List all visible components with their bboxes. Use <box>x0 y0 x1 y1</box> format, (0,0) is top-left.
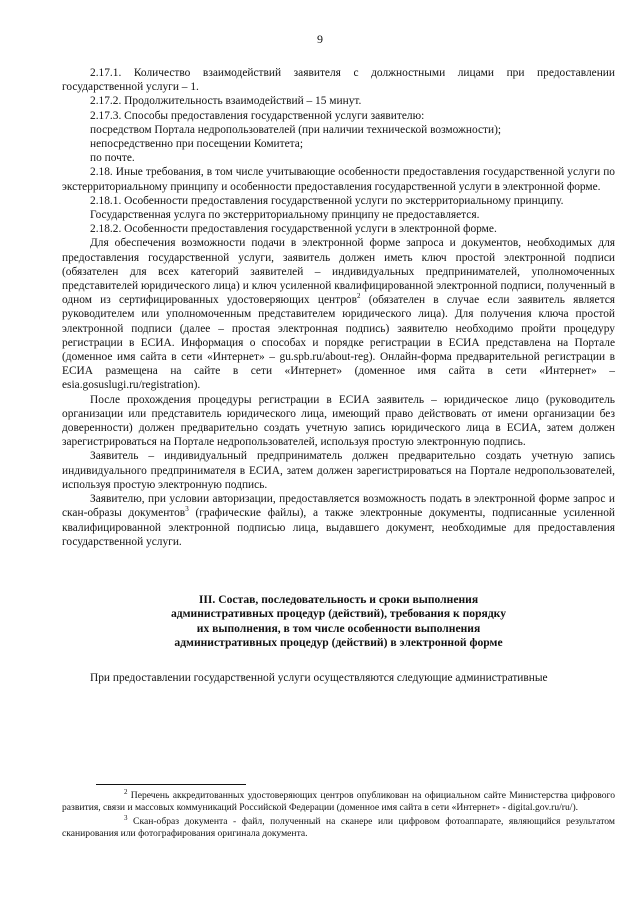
paragraph-2-18-2: 2.18.2. Особенности предоставления государственной услуги в электронной форме. <box>90 223 497 236</box>
paragraph-2-17-3: 2.17.3. Способы предоставления государственной услуги заявителю: <box>90 109 425 122</box>
paragraph-procedures: При предоставлении государственной услуги осуществляются следующие административные <box>90 671 548 684</box>
paragraph-2-17-1: 2.17.1. Количество взаимодействий заявителя с должностными лицами при предоставлении государственной услуги – 1. <box>62 67 615 94</box>
paragraph-authorization <box>62 492 615 549</box>
paragraph-legal-entity: После прохождения процедуры регистрации в ЕСИА заявитель – юридическое лицо (руководитель организации или представитель юридического лица, имеющий право действовать от имени организации без доверенности) должен предварительно создать учетную запись юридического лица в ЕСИА, затем должен зарегистрироваться на Портале недропользователей, используя простую электронную подпись. <box>62 393 615 449</box>
paragraph-2-17-2: 2.17.2. Продолжительность взаимодействий – 15 минут. <box>90 95 362 108</box>
paragraph-method-portal: посредством Портала недропользователей (при наличии технической возможности); <box>90 123 502 136</box>
page-number: 9 <box>317 32 323 46</box>
paragraph-2-18: 2.18. Иные требования, в том числе учитывающие особенности предоставления государственной услуги по экстерриториальному принципу и особенности предоставления государственной услуги в электронной форме. <box>62 166 615 193</box>
esia-text-part-2: (обязателен в случае если заявитель является руководителем или уполномоченным представителем юридического лица). Для получения ключа простой электронной подписи (далее – простая электронная подпись) заявителю необходимо пройти процедуру регистрации в ЕСИА. Информация о способах и порядке регистрации в ЕСИА представлена на Портале (доменное имя сайта в сети «Интернет» – gu.spb.ru/about-reg). Онлайн-форма предварительной регистрации в ЕСИА размещена на сайте в сети «Интернет» (доменное имя сайта в сети «Интернет» – esia.gosuslugi.ru/registration). <box>62 294 615 392</box>
footnote-3 <box>62 813 615 841</box>
footnote-2-text: Перечень аккредитованных удостоверяющих центров опубликован на официальном сайте Министерства цифрового развития, связи и массовых коммуникаций Российской Федерации (доменное имя сайта в сети «Интернет» - digital.gov.ru/ru/). <box>62 790 615 814</box>
section-heading-iii <box>62 593 615 651</box>
footnote-ref-3: 3 <box>185 505 189 514</box>
footnote-ref-2: 2 <box>356 292 361 301</box>
paragraph-2-18-1: 2.18.1. Особенности предоставления государственной услуги по экстерриториальному принципу. <box>90 194 564 207</box>
paragraph-extraterritorial: Государственная услуга по экстерриториальному принципу не предоставляется. <box>90 209 480 222</box>
paragraph-method-visit: непосредственно при посещении Комитета; <box>90 138 304 151</box>
footnote-2 <box>62 787 615 815</box>
heading-line-1: III. Состав, последовательность и сроки выполнения <box>198 592 479 606</box>
footnote-divider <box>96 784 246 785</box>
paragraph-esia-signature <box>62 236 615 392</box>
auth-text-part-1: Заявителю, при условии авторизации, предоставляется возможность подать в электронной форме запрос и скан-образы документов <box>62 493 615 520</box>
esia-text-part-1: Для обеспечения возможности подачи в электронной форме запроса и документов, необходимых для предоставления государственной услуги, заявитель должен иметь ключ простой электронной подписи (обязателен для всех категорий заявителей – индивидуальных предпринимателей, уполномоченных представителей юридического лица) и ключ усиленной квалифицированной электронной подписи, полученный в одном из сертифицированных удостоверяющих центров <box>62 237 615 307</box>
heading-line-2: административных процедур (действий), требования к порядку <box>171 607 506 621</box>
document-body <box>62 66 615 685</box>
footnote-mark-3: 3 <box>124 813 128 822</box>
auth-text-part-2: (графические файлы), а также электронные документы, подписанные усиленной квалифицированной электронной подписью лица, выдавшего документ, необходимые для предоставления государственной услуги. <box>62 507 615 548</box>
footnote-mark-2: 2 <box>124 787 128 796</box>
paragraph-method-mail: по почте. <box>90 152 135 165</box>
heading-line-3: их выполнения, в том числе особенности выполнения <box>196 621 481 635</box>
footnotes <box>62 787 615 842</box>
heading-line-4: административных процедур (действий) в электронной форме <box>174 636 503 650</box>
footnote-3-text: Скан-образ документа - файл, полученный на сканере или цифровом фотоаппарате, являющийся результатом сканирования или фотографирования оригинала документа. <box>62 815 615 840</box>
paragraph-entrepreneur: Заявитель – индивидуальный предприниматель должен предварительно создать учетную запись индивидуального предпринимателя в ЕСИА, затем должен зарегистрироваться на Портале недропользователей, используя простую электронную подпись. <box>62 450 615 491</box>
